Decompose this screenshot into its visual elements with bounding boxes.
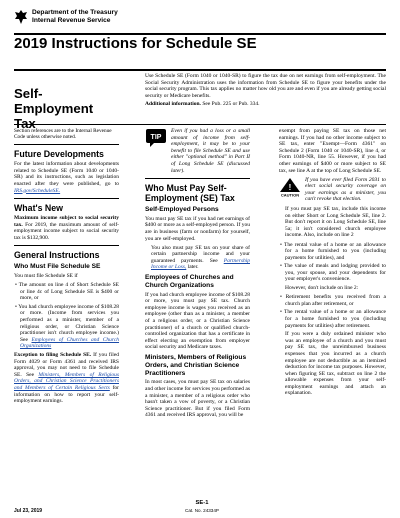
list-item: • You had church employee income of $108.28 or more. (Income from services you performed as a minister, member of a religious order, or Christian Science practitioner isn't church employee income.) See Employees of Churches and Church Organizations xyxy=(15,303,120,350)
who-must-pay-heading: Who Must Pay Self-Employment (SE) Tax xyxy=(145,182,235,203)
intro-text: Use Schedule SE (Form 1040 or 1040-SR) to figure the tax due on net earnings from self-employment. The Social Security Administration uses the information from Schedule SE to figure your benefits under the social security program. This tax applies no matter how old you are and even if you are already getting social security or Medicare benefits. xyxy=(145,73,386,99)
intro-paragraph xyxy=(145,73,386,108)
minister-expenses-text: If you were a duly ordained minister who was an employee of a church and you must pay SE tax, the unreimbursed business expenses that you incurred as a church employee are not deductible as an itemized deduction for income tax purposes. However, when figuring SE tax, subtract on line 2 the allowable expenses from your self-employment earnings and attach an explanation. xyxy=(285,331,386,397)
whats-new-heading: What's New xyxy=(14,202,64,213)
divider xyxy=(14,198,119,199)
agency-line-1: Department of the Treasury xyxy=(32,9,118,16)
column-3 xyxy=(279,128,386,400)
additional-info-label: Additional information. xyxy=(145,101,201,108)
list-item: • The value of meals and lodging provided to you, your spouse, and your dependents for your employer's convenience. xyxy=(280,263,386,283)
divider xyxy=(145,178,250,179)
not-include-text: However, don't include on line 2: xyxy=(285,285,359,292)
header xyxy=(14,9,118,25)
tip-text: Even if you had a loss or a small amount of income from self-employment, it may be to your benefit to file Schedule SE and use either "optional method" in Part II of Long Schedule SE (discussed later). xyxy=(171,128,250,174)
who-must-file-intro: You must file Schedule SE if xyxy=(14,272,78,279)
caution-text: If you have ever filed Form 2031 to elect social security coverage on your earnings as a minister, you can't revoke that election. xyxy=(305,176,386,203)
page-number: SE-1 xyxy=(195,500,209,506)
irs-schedule-se-link[interactable]: IRS.gov/ScheduleSE. xyxy=(14,187,61,194)
intro-rule xyxy=(14,124,386,125)
column-2 xyxy=(145,128,250,421)
title-bottom-rule xyxy=(14,69,386,71)
page-title: 2019 Instructions for Schedule SE xyxy=(14,35,257,52)
who-must-file-heading: Who Must File Schedule SE xyxy=(14,263,101,271)
list-item: • The rental value of a home or an allowance for a home furnished to you (including payments for utilities) after retirement. xyxy=(280,309,386,329)
ministers-link[interactable]: Ministers, Members of Religious Orders, and Christian Science Practitioners and Members of Certain Religious Sects xyxy=(14,371,119,391)
revision-date: Jul 23, 2019 xyxy=(14,508,43,514)
exception-paragraph: Exception to filing Schedule SE. If you filed Form 4029 or Form 4361 and received IRS approval, you may not need to file Schedule SE. See Ministers, Members of Religious Orders, and Christian Science Practitioners and Members of Certain Religious Sects for information on how to report your self-employment earnings. xyxy=(14,351,120,405)
svg-text:!: ! xyxy=(288,182,292,192)
whats-new-text: Maximum income subject to social security tax. For 2019, the maximum amount of self-employment income subject to social security tax is $132,900. xyxy=(14,214,120,241)
caution-box xyxy=(279,177,386,203)
exempt-text: exempt from paying SE tax on those net earnings. If you had no other income subject to SE tax, enter "Exempt—Form 4361" on Schedule 2 (Form 1040 or 1040-SR), line 4, or Form 1040-NR, line 55. However, if you had other earnings of $400 or more subject to SE tax, see line A at the top of Long Schedule SE. xyxy=(279,128,386,174)
tip-icon xyxy=(145,128,167,148)
divider xyxy=(14,144,119,145)
irs-eagle-icon xyxy=(14,9,28,25)
ministers-text: In most cases, you must pay SE tax on salaries and other income for services you performed as a minister, a member of a religious order who hasn't taken a vow of poverty, or a Christian Science practitioner. But if you filed Form 4361 and received IRS approval, you will be xyxy=(145,379,250,419)
additional-info-text: See Pub. 225 or Pub. 334. xyxy=(202,101,260,108)
church-employees-text: If you had church employee income of $108.28 or more, you must pay SE tax. Church employee income is wages you received as an employee (other than as a minister, a member of a religious order, or a Christian Science practitioner) of a church or qualified church-controlled organization that has a certificate in effect electing an exemption from employer social security and Medicare taxes. xyxy=(145,291,250,351)
caution-icon xyxy=(279,177,301,197)
column-1 xyxy=(14,128,119,407)
list-item: • The amount on line 4 of Short Schedule SE or line 4c of Long Schedule SE is $400 or more, or xyxy=(15,282,119,302)
tip-label: TIP xyxy=(150,134,162,141)
divider xyxy=(14,245,119,246)
partnership-link[interactable]: Partnership Income or Loss, xyxy=(151,257,250,271)
section-note: Section references are to the Internal Revenue Code unless otherwise noted. xyxy=(14,128,112,141)
ministers-heading: Ministers, Members of Religious Orders, and Christian Science Practitioners xyxy=(145,353,247,377)
church-employees-heading: Employees of Churches and Church Organizations xyxy=(145,274,234,289)
self-employed-heading: Self-Employed Persons xyxy=(145,205,219,213)
section-title: Self-Employment Tax xyxy=(14,86,94,131)
self-employed-text: You must pay SE tax if you had net earnings of $400 or more as a self-employed person. If you are in business (farm or nonfarm) for yourself, you are self-employed. xyxy=(145,215,250,242)
list-item: • The rental value of a home or an allowance for a home furnished to you (including payments for utilities), and xyxy=(280,241,386,261)
church-employees-link[interactable]: Employees of Churches and Church Organizations xyxy=(20,336,120,350)
general-instructions-heading: General Instructions xyxy=(14,250,100,261)
future-developments-heading: Future Developments xyxy=(14,149,104,160)
partnership-text: You also must pay SE tax on your share of certain partnership income and your guaranteed payments. See Partnership Income or Loss, later. xyxy=(151,244,250,271)
list-item: • Retirement benefits you received from a church plan after retirement, or xyxy=(280,294,386,307)
future-developments-text: For the latest information about developments related to Schedule SE (Form 1040 or 1040-SR) and its instructions, such as legislation enacted after they were published, go to IRS.gov/ScheduleSE. xyxy=(14,161,119,194)
agency-line-2: Internal Revenue Service xyxy=(32,16,111,24)
include-text: If you must pay SE tax, include this income on either Short or Long Schedule SE, line 2. But don't report it on Long Schedule SE, line 5a; it isn't considered church employee income. Also, include on line 2 xyxy=(285,206,386,239)
catalog-number: Cat. No. 24334P xyxy=(185,508,219,513)
tip-box xyxy=(145,128,250,174)
caution-label: CAUTION xyxy=(280,192,300,197)
